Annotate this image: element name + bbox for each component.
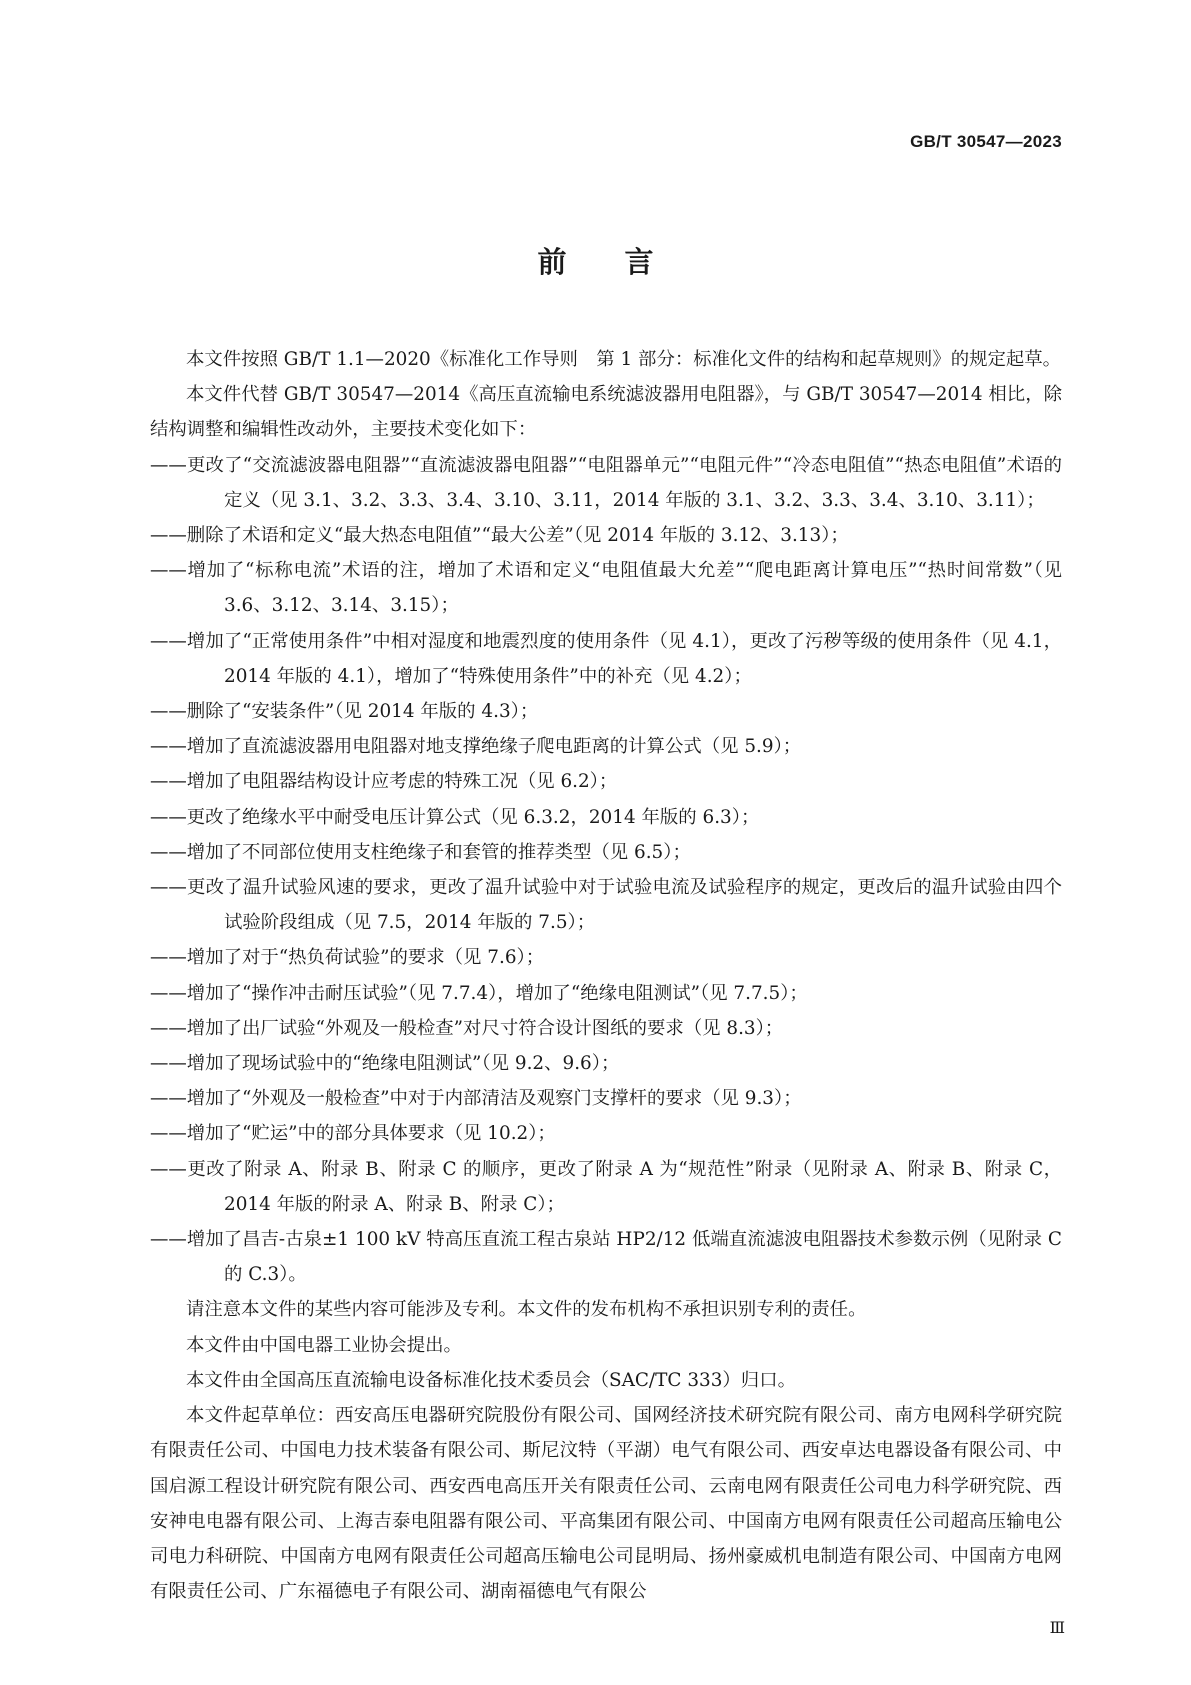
- page-number: Ⅲ: [1049, 1618, 1065, 1637]
- change-item: ——删除了术语和定义“最大热态电阻值”“最大公差”（见 2014 年版的 3.12、3.13）；: [150, 525, 849, 547]
- change-item: ——更改了绝缘水平中耐受电压计算公式（见 6.3.2，2014 年版的 6.3）；: [150, 806, 760, 828]
- change-item: ——增加了“操作冲击耐压试验”（见 7.7.4），增加了“绝缘电阻测试”（见 7.7.5）；: [150, 982, 808, 1004]
- change-item: ——更改了温升试验风速的要求，更改了温升试验中对于试验电流及试验程序的规定，更改后的温升试验由四个试验阶段组成（见 7.5，2014 年版的 7.5）；: [150, 877, 1062, 934]
- patent-notice: 请注意本文件的某些内容可能涉及专利。本文件的发布机构不承担识别专利的责任。: [186, 1299, 867, 1321]
- change-item: ——增加了直流滤波器用电阻器对地支撑绝缘子爬电距离的计算公式（见 5.9）；: [150, 736, 802, 758]
- change-item: ——更改了“交流滤波器电阻器”“直流滤波器电阻器”“电阻器单元”“电阻元件”“冷态电阻值”“热态电阻值”术语的定义（见 3.1、3.2、3.3、3.4、3.10、3.11，2014 年版的 3.1、3.2、3.3、3.4、3.10、3.11）；: [150, 454, 1062, 511]
- intro-paragraph: 本文件按照 GB/T 1.1—2020《标准化工作导则 第 1 部分：标准化文件的结构和起草规则》的规定起草。: [186, 349, 1062, 370]
- document-id: GB/T 30547—2023: [910, 132, 1062, 151]
- change-item: ——增加了不同部位使用支柱绝缘子和套管的推荐类型（见 6.5）；: [150, 841, 691, 863]
- page-title: 前言: [537, 245, 712, 279]
- change-item: ——增加了“外观及一般检查”中对于内部清洁及观察门支撑杆的要求（见 9.3）；: [150, 1088, 802, 1110]
- foreword-body: [150, 342, 1062, 1609]
- change-item: ——增加了“正常使用条件”中相对湿度和地震烈度的使用条件（见 4.1），更改了污秽等级的使用条件（见 4.1，2014 年版的 4.1），增加了“特殊使用条件”中的补充（见 4.2）；: [150, 630, 1062, 687]
- change-item: ——增加了昌吉-古泉±1 100 kV 特高压直流工程古泉站 HP2/12 低端直流滤波电阻器技术参数示例（见附录 C 的 C.3）。: [150, 1229, 1062, 1286]
- intro-paragraph: 本文件代替 GB/T 30547—2014《高压直流输电系统滤波器用电阻器》，与 GB/T 30547—2014 相比，除结构调整和编辑性改动外，主要技术变化如下：: [150, 384, 1062, 441]
- committee-statement: 本文件由全国高压直流输电设备标准化技术委员会（SAC/TC 333）归口。: [186, 1369, 796, 1391]
- change-item: ——更改了附录 A、附录 B、附录 C 的顺序，更改了附录 A 为“规范性”附录（见附录 A、附录 B、附录 C，2014 年版的附录 A、附录 B、附录 C）；: [150, 1158, 1062, 1215]
- change-list: [150, 448, 1062, 1293]
- change-item: ——删除了“安装条件”（见 2014 年版的 4.3）；: [150, 701, 539, 723]
- drafting-units: 本文件起草单位：西安高压电器研究院股份有限公司、国网经济技术研究院有限公司、南方电网科学研究院有限责任公司、中国电力技术装备有限公司、斯尼汶特（平湖）电气有限公司、西安卓达电器设备有限公司、中国启源工程设计研究院有限公司、西安西电高压开关有限责任公司、云南电网有限责任公司电力科学研究院、西安神电电器有限公司、上海吉泰电阻器有限公司、平高集团有限公司、中国南方电网有限责任公司超高压输电公司电力科研院、中国南方电网有限责任公司超高压输电公司昆明局、扬州豪威机电制造有限公司、中国南方电网有限责任公司、广东福德电子有限公司、湖南福德电气有限公: [150, 1405, 1062, 1603]
- change-item: ——增加了出厂试验“外观及一般检查”对尺寸符合设计图纸的要求（见 8.3）；: [150, 1017, 784, 1039]
- change-item: ——增加了现场试验中的“绝缘电阻测试”（见 9.2、9.6）；: [150, 1053, 620, 1075]
- proposer-statement: 本文件由中国电器工业协会提出。: [186, 1334, 462, 1356]
- change-item: ——增加了“贮运”中的部分具体要求（见 10.2）；: [150, 1123, 556, 1145]
- change-item: ——增加了电阻器结构设计应考虑的特殊工况（见 6.2）；: [150, 771, 618, 793]
- change-item: ——增加了“标称电流”术语的注，增加了术语和定义“电阻值最大允差”“爬电距离计算电压”“热时间常数”（见 3.6、3.12、3.14、3.15）；: [150, 560, 1062, 617]
- change-item: ——增加了对于“热负荷试验”的要求（见 7.6）；: [150, 947, 545, 969]
